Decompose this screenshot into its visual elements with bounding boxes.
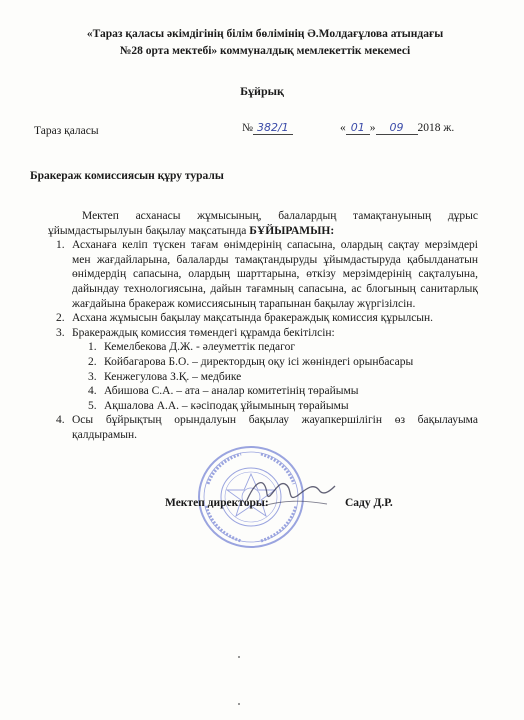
date-open-quote: « — [340, 122, 346, 134]
item-number: 3. — [56, 326, 65, 339]
item-text: Бракераждық комиссия төмендегі құрамда бекітілсін: — [72, 326, 335, 339]
date-day: 01 — [346, 121, 370, 135]
order-number-prefix: № — [242, 122, 253, 134]
member-item — [72, 340, 478, 355]
intro-paragraph — [48, 209, 478, 238]
organization-header — [40, 26, 490, 60]
item-text: Асханаға келіп түскен тағам өнімдерінің сапасына, олардың сақтау мерзімдері мен жағдайларына, балаларды тамақтандыруды ұйымдастыруда қабылданатын өнімдердің сапасына, олардың шарттарына, өткізу мерзімдерінің сақталуына, дайындау технологиясына, дайын тағамның сапасына, ас блогының санитарлық жағдайына бракераж комиссиясының тарапынан бақылау жүргізілсін. — [72, 239, 478, 310]
item-text: Асхана жұмысын бақылау мақсатында бракераждық комиссия құрылсын. — [72, 312, 434, 325]
director-name: Саду Д.Р. — [345, 497, 393, 509]
member-item — [72, 355, 478, 370]
order-item — [56, 311, 478, 326]
header-line-2: №28 орта мектебі» коммуналдық мемлекеттік мекемесі — [119, 45, 411, 57]
member-number: 3. — [88, 370, 97, 383]
intro-emphasis: БҰЙЫРАМЫН: — [249, 224, 335, 237]
scan-speck — [238, 703, 240, 705]
member-number: 2. — [88, 355, 97, 368]
order-date — [340, 121, 454, 134]
commission-members — [72, 340, 478, 413]
member-text: Койбагарова Б.О. – директордың оқу ісі жөніндегі орынбасары — [104, 355, 414, 368]
member-item — [72, 399, 478, 414]
order-item — [56, 326, 478, 414]
member-number: 5. — [88, 399, 97, 412]
order-number — [242, 121, 293, 134]
scan-speck — [238, 656, 240, 658]
place-of-issue: Тараз қаласы — [34, 125, 99, 137]
order-item — [56, 413, 478, 442]
member-text: Ақшалова А.А. – кәсіподақ ұйымының төрайымы — [104, 399, 349, 412]
order-item — [56, 238, 478, 311]
item-number: 2. — [56, 312, 65, 325]
item-number: 4. — [56, 414, 65, 427]
member-item — [72, 370, 478, 385]
member-number: 1. — [88, 341, 97, 354]
member-text: Абишова С.А. – ата – аналар комитетінің төрайымы — [104, 385, 359, 398]
member-text: Кенжегулова З.Қ. – медбике — [104, 370, 242, 383]
header-line-1: «Тараз қаласы әкімдігінің білім бөлімінің Ә.Молдағұлова атындағы — [86, 28, 444, 40]
date-month: 09 — [376, 121, 418, 135]
date-year: 2018 ж. — [417, 122, 455, 134]
order-subject: Бракераж комиссиясын құру туралы — [30, 170, 224, 182]
member-number: 4. — [88, 385, 97, 398]
item-number: 1. — [56, 239, 65, 252]
date-close-quote: » — [369, 122, 376, 134]
director-role: Мектеп директоры: — [165, 497, 269, 509]
item-text: Осы бұйрықтың орындалуын бақылау жауапкершілігін өз бақылауыма қалдырамын. — [72, 414, 478, 441]
intro-text: Мектеп асханасы жұмысының, балалардың тамақтануының дұрыс ұйымдастырылуын бақылау мақсатында — [48, 210, 478, 237]
order-body — [48, 209, 478, 443]
order-number-handwritten: 382/1 — [253, 121, 293, 135]
order-items — [48, 238, 478, 442]
document-title: Бұйрық — [240, 84, 284, 98]
member-item — [72, 384, 478, 399]
member-text: Кемелбекова Д.Ж. - әлеуметтік педагог — [104, 341, 296, 354]
